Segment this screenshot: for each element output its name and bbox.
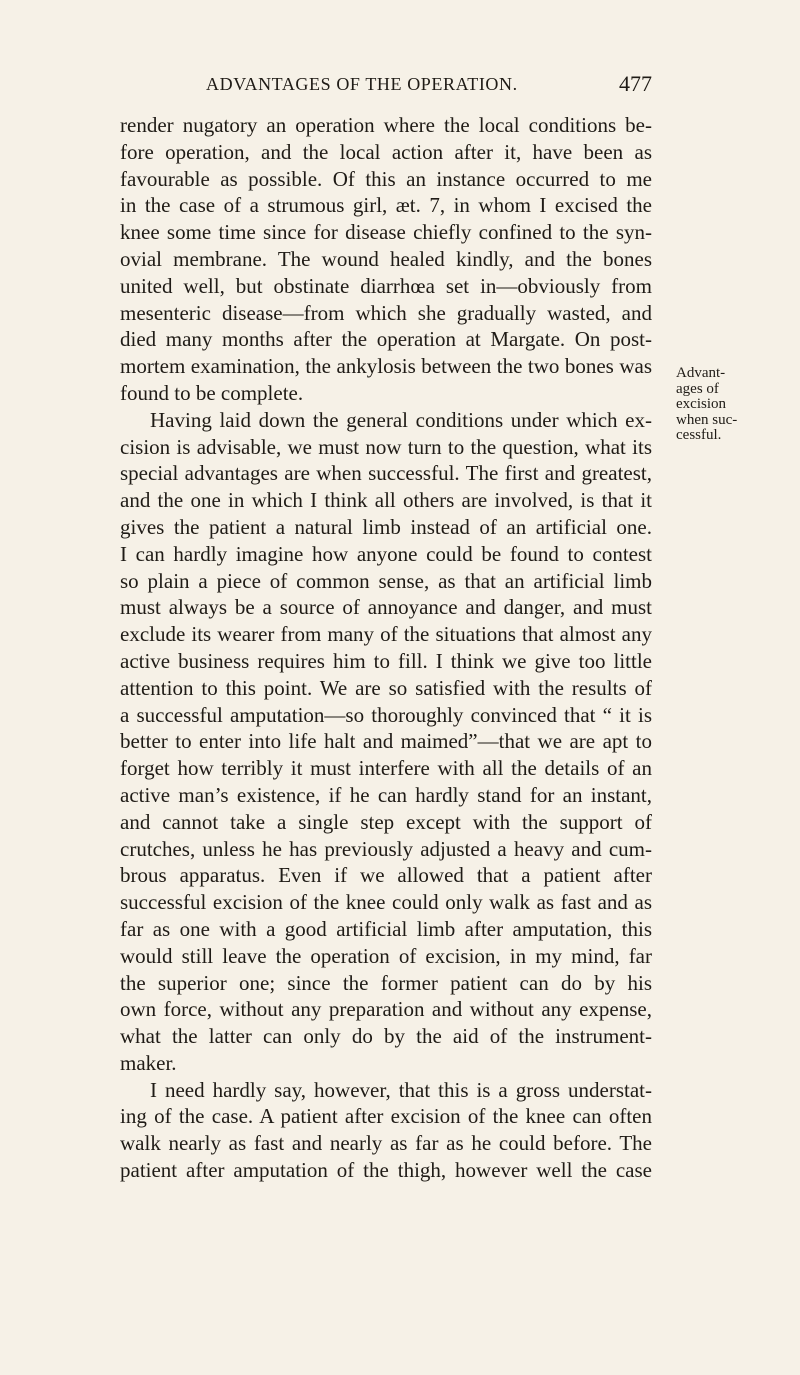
text-line: patient after amputation of the thigh, however well the case: [120, 1158, 652, 1183]
text-line: ovial membrane. The wound healed kindly, and the bones: [120, 246, 652, 271]
text-line: must always be a source of annoyance and danger, and must: [120, 595, 652, 620]
text-line: and cannot take a single step except with the support of: [120, 809, 652, 834]
text-line: in the case of a strumous girl, æt. 7, in whom I excised the: [120, 193, 652, 218]
text-line: a successful amputation—so thoroughly convinced that “ it is: [120, 702, 652, 727]
text-line: found to be complete.: [120, 380, 304, 405]
text-line: united well, but obstinate diarrhœa set in—obviously from: [120, 273, 652, 298]
text-line: render nugatory an operation where the local conditions be-: [120, 113, 652, 137]
text-line: crutches, unless he has previously adjusted a heavy and cum-: [120, 836, 652, 861]
text-line: special advantages are when successful. The first and greatest,: [120, 461, 652, 486]
text-line: active man’s existence, if he can hardly stand for an instant,: [120, 782, 652, 807]
sidenote-line: Advant-: [676, 365, 726, 381]
sidenote-line: excision: [676, 396, 726, 412]
text-line: fore operation, and the local action after it, have been as: [120, 139, 652, 164]
text-line: favourable as possible. Of this an instance occurred to me: [120, 166, 652, 191]
text-line: far as one with a good artificial limb after amputation, this: [120, 916, 652, 941]
sidenote-line: ages of: [676, 380, 719, 397]
text-line: better to enter into life halt and maimed”—that we are apt to: [120, 729, 652, 754]
text-line: knee some time since for disease chiefly confined to the syn-: [120, 220, 652, 245]
text-line: walk nearly as fast and nearly as far as he could before. The: [120, 1131, 652, 1156]
text-line: mortem examination, the ankylosis between the two bones was: [120, 354, 652, 379]
text-line: cision is advisable, we must now turn to the question, what its: [120, 434, 652, 459]
text-line: Having laid down the general conditions under which ex-: [150, 407, 652, 432]
text-line: and the one in which I think all others are involved, is that it: [120, 488, 652, 513]
text-line: would still leave the operation of excision, in my mind, far: [120, 943, 652, 968]
running-title: ADVANTAGES OF THE OPERATION.: [206, 74, 518, 94]
text-line: successful excision of the knee could only walk as fast and as: [120, 890, 652, 915]
running-head: [206, 71, 652, 104]
text-line: I can hardly imagine how anyone could be found to contest: [120, 541, 652, 566]
body-text: [120, 112, 652, 1184]
margin-sidenote: [676, 366, 794, 444]
text-line: so plain a piece of common sense, as that an artificial limb: [120, 568, 652, 593]
page-number: 477: [619, 71, 652, 96]
text-line: maker.: [120, 1050, 177, 1075]
text-line: brous apparatus. Even if we allowed that a patient after: [120, 863, 652, 888]
text-line: I need hardly say, however, that this is a gross understat-: [150, 1077, 652, 1102]
text-line: what the latter can only do by the aid of the instrument-: [120, 1024, 652, 1049]
sidenote-line: cessful.: [676, 427, 722, 443]
text-line: the superior one; since the former patient can do by his: [120, 970, 652, 995]
text-line: active business requires him to fill. I think we give too little: [120, 648, 652, 673]
text-line: died many months after the operation at Margate. On post-: [120, 327, 652, 352]
text-line: mesenteric disease—from which she gradually wasted, and: [120, 300, 652, 325]
sidenote-line: when suc-: [676, 411, 738, 428]
text-line: gives the patient a natural limb instead of an artificial one.: [120, 514, 652, 539]
text-line: forget how terribly it must interfere with all the details of an: [120, 756, 652, 781]
text-line: exclude its wearer from many of the situations that almost any: [120, 622, 652, 647]
text-line: ing of the case. A patient after excision of the knee can often: [120, 1104, 652, 1129]
text-line: own force, without any preparation and without any expense,: [120, 997, 652, 1022]
text-line: attention to this point. We are so satisfied with the results of: [120, 675, 652, 700]
